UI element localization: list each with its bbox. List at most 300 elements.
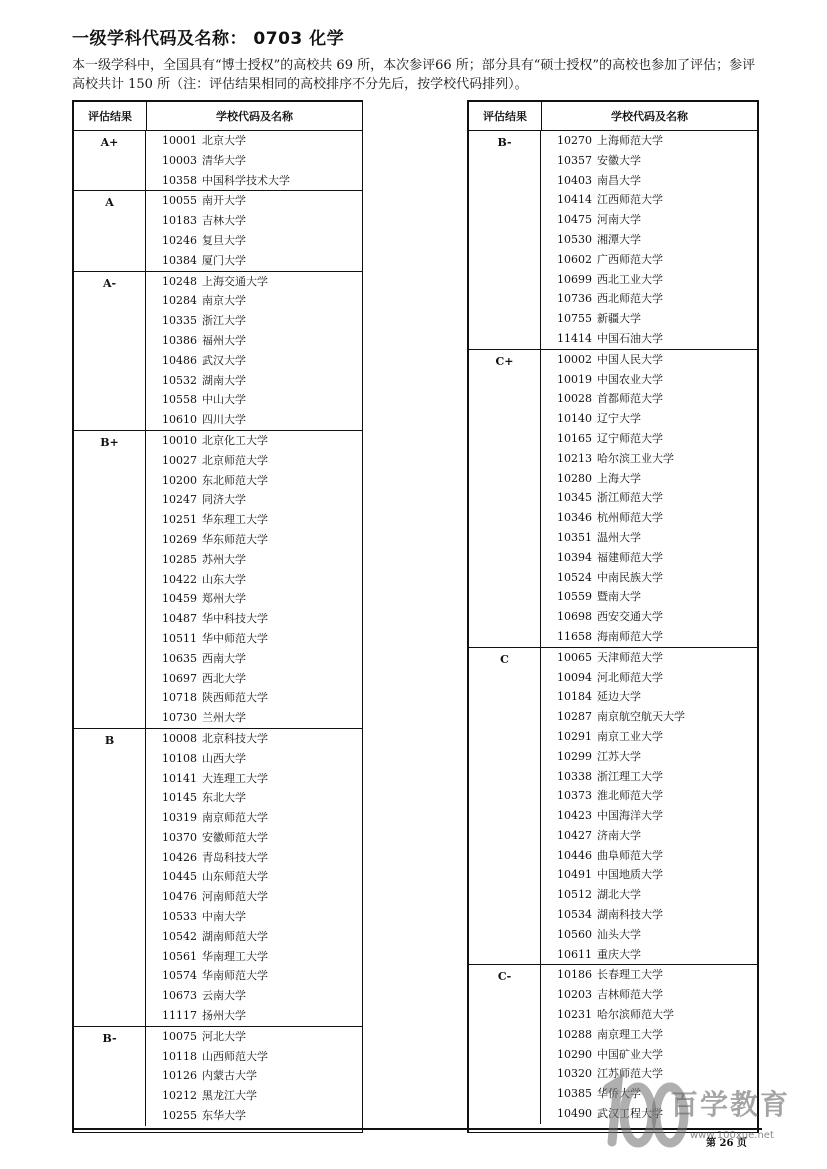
school-list: [146, 729, 362, 1026]
school-code: 10426: [162, 850, 197, 864]
school-code: 10288: [557, 1027, 592, 1041]
grade-group: [74, 272, 362, 431]
school-code: 10141: [162, 771, 197, 785]
grade-label: A-: [74, 272, 146, 430]
left-groups: [74, 131, 362, 1126]
school-code: 10699: [557, 272, 592, 286]
school-code: 10351: [557, 530, 592, 544]
school-name: 南京大学: [202, 294, 246, 308]
school-name: 中南民族大学: [597, 570, 663, 584]
school-name: 西北大学: [202, 671, 246, 685]
school-row: [541, 727, 757, 747]
school-code: 10246: [162, 233, 197, 247]
school-name: 吉林大学: [202, 214, 246, 228]
school-name: 济南大学: [597, 828, 641, 842]
grade-label: C-: [469, 965, 541, 1123]
school-row: [146, 947, 362, 967]
grade-label: C: [469, 648, 541, 965]
school-code: 10291: [557, 729, 592, 743]
school-name: 辽宁大学: [597, 412, 641, 426]
school-name: 曲阜师范大学: [597, 848, 663, 862]
school-name: 安徽大学: [597, 153, 641, 167]
school-name: 新疆大学: [597, 312, 641, 326]
school-row: [146, 131, 362, 151]
school-code: 10287: [557, 710, 592, 724]
school-code: 10338: [557, 769, 592, 783]
school-name: 延边大学: [597, 690, 641, 704]
school-row: [146, 907, 362, 927]
school-code: 10299: [557, 749, 592, 763]
watermark-text: 百学教育: [670, 1088, 791, 1121]
school-code: 10186: [557, 968, 592, 982]
school-row: [541, 747, 757, 767]
school-row: [146, 688, 362, 708]
school-name: 南昌大学: [597, 173, 641, 187]
school-name: 杭州师范大学: [597, 511, 663, 525]
school-code: 10183: [162, 214, 197, 228]
school-name: 湘潭大学: [597, 232, 641, 246]
school-code: 10511: [162, 631, 197, 645]
school-row: [146, 848, 362, 868]
school-code: 10386: [162, 333, 197, 347]
school-row: [146, 231, 362, 251]
header-school: 学校代码及名称: [216, 110, 293, 123]
school-name: 南京师范大学: [202, 811, 268, 825]
school-row: [541, 449, 757, 469]
school-name: 中国矿业大学: [597, 1047, 663, 1061]
school-name: 云南大学: [202, 989, 246, 1003]
school-name: 广西师范大学: [597, 252, 663, 266]
school-name: 黑龙江大学: [202, 1089, 257, 1103]
school-code: 10118: [162, 1049, 197, 1063]
school-row: [146, 410, 362, 430]
school-code: 10611: [557, 947, 592, 961]
school-code: 10019: [557, 372, 592, 386]
school-name: 青岛科技大学: [202, 850, 268, 864]
school-code: 10200: [162, 473, 197, 487]
school-name: 东华大学: [202, 1109, 246, 1123]
school-name: 河北师范大学: [597, 670, 663, 684]
school-code: 10251: [162, 513, 197, 527]
school-name: 清华大学: [202, 153, 246, 167]
grade-label: B: [74, 729, 146, 1026]
school-code: 11117: [162, 1009, 197, 1023]
school-name: 温州大学: [597, 530, 641, 544]
school-row: [541, 568, 757, 588]
school-name: 长春理工大学: [597, 968, 663, 982]
school-name: 福州大学: [202, 333, 246, 347]
school-code: 10445: [162, 870, 197, 884]
school-code: 10001: [162, 134, 197, 147]
school-row: [541, 350, 757, 370]
school-code: 10697: [162, 671, 197, 685]
school-name: 中国地质大学: [597, 868, 663, 882]
school-code: 10028: [557, 392, 592, 406]
school-code: 10560: [557, 927, 592, 941]
grade-label: A+: [74, 131, 146, 190]
school-code: 10394: [557, 550, 592, 564]
school-code: 10384: [162, 253, 197, 267]
school-row: [541, 289, 757, 309]
school-name: 淮北师范大学: [597, 789, 663, 803]
school-code: 10610: [162, 413, 197, 427]
school-code: 10373: [557, 789, 592, 803]
school-row: [541, 548, 757, 568]
page-title: 一级学科代码及名称： 0703 化学: [72, 29, 345, 49]
school-name: 山东大学: [202, 572, 246, 586]
school-code: 10003: [162, 153, 197, 167]
school-code: 10165: [557, 431, 592, 445]
school-row: [146, 708, 362, 728]
school-code: 10126: [162, 1069, 197, 1083]
school-code: 10491: [557, 868, 592, 882]
school-row: [541, 668, 757, 688]
school-row: [146, 609, 362, 629]
school-code: 10559: [557, 590, 592, 604]
school-code: 10698: [557, 610, 592, 624]
school-row: [146, 729, 362, 749]
school-name: 湖南师范大学: [202, 929, 268, 943]
school-row: [541, 806, 757, 826]
school-name: 江西师范大学: [597, 193, 663, 207]
school-name: 东北师范大学: [202, 473, 268, 487]
school-name: 山西师范大学: [202, 1049, 268, 1063]
school-code: 10145: [162, 791, 197, 805]
school-row: [541, 925, 757, 945]
school-name: 河南师范大学: [202, 890, 268, 904]
school-row: [146, 390, 362, 410]
school-name: 中国海洋大学: [597, 809, 663, 823]
school-name: 中国人民大学: [597, 352, 663, 366]
school-code: 10490: [557, 1107, 592, 1121]
school-row: [541, 1005, 757, 1025]
school-row: [541, 329, 757, 349]
grade-label: C+: [469, 350, 541, 647]
school-name: 郑州大学: [202, 592, 246, 606]
school-name: 重庆大学: [597, 947, 641, 961]
grade-label: B+: [74, 431, 146, 728]
school-list: [541, 131, 757, 349]
school-name: 华中师范大学: [202, 631, 268, 645]
school-code: 10422: [162, 572, 197, 586]
school-row: [146, 151, 362, 171]
school-code: 10065: [557, 650, 592, 664]
school-code: 10358: [162, 173, 197, 187]
school-row: [146, 749, 362, 769]
school-code: 10370: [162, 830, 197, 844]
school-row: [541, 826, 757, 846]
school-name: 中国石油大学: [597, 331, 663, 345]
school-row: [541, 905, 757, 925]
school-row: [541, 309, 757, 329]
school-code: 10203: [557, 988, 592, 1002]
school-row: [146, 1047, 362, 1067]
school-name: 河南大学: [597, 213, 641, 227]
school-row: [146, 1027, 362, 1047]
school-code: 10459: [162, 592, 197, 606]
school-row: [541, 786, 757, 806]
school-code: 10319: [162, 811, 197, 825]
school-name: 辽宁师范大学: [597, 431, 663, 445]
school-code: 10403: [557, 173, 592, 187]
school-row: [541, 528, 757, 548]
school-code: 10718: [162, 691, 197, 705]
intro-paragraph: 本一级学科中，全国具有“博士授权”的高校共 69 所，本次参评66 所；部分具有“硕士授权”的高校也参加了评估；参评高校共计 150 所（注：评估结果相同的高校排序不分先后，按学校代码排列）。: [72, 58, 756, 92]
school-name: 四川大学: [202, 413, 246, 427]
school-name: 西安交通大学: [597, 610, 663, 624]
page-number: 第 26 页: [706, 1138, 747, 1149]
grade-group: [469, 131, 757, 350]
school-code: 10385: [557, 1087, 592, 1101]
school-code: 10558: [162, 393, 197, 407]
school-code: 10285: [162, 552, 197, 566]
school-row: [541, 707, 757, 727]
school-row: [146, 986, 362, 1006]
school-name: 吉林师范大学: [597, 988, 663, 1002]
school-name: 西南大学: [202, 651, 246, 665]
school-code: 10231: [557, 1008, 592, 1022]
school-name: 江苏师范大学: [597, 1067, 663, 1081]
school-row: [541, 171, 757, 191]
school-code: 10094: [557, 670, 592, 684]
school-name: 中国科学技术大学: [202, 173, 290, 187]
table-header: [74, 102, 362, 131]
school-row: [146, 808, 362, 828]
school-name: 华南师范大学: [202, 969, 268, 983]
school-name: 首都师范大学: [597, 392, 663, 406]
school-code: 10602: [557, 252, 592, 266]
school-name: 哈尔滨工业大学: [597, 451, 674, 465]
school-row: [541, 587, 757, 607]
school-list: [146, 1027, 362, 1126]
grade-group: [74, 191, 362, 271]
school-row: [146, 351, 362, 371]
school-name: 浙江理工大学: [597, 769, 663, 783]
school-row: [146, 530, 362, 550]
school-code: 10010: [162, 433, 197, 447]
right-groups: [469, 131, 757, 1124]
school-code: 10357: [557, 153, 592, 167]
school-name: 华侨大学: [597, 1087, 641, 1101]
results-table-right: [467, 100, 759, 1133]
school-code: 10335: [162, 314, 197, 328]
school-row: [541, 985, 757, 1005]
grade-group: [469, 648, 757, 966]
school-row: [146, 291, 362, 311]
school-code: 10008: [162, 731, 197, 745]
school-row: [146, 510, 362, 530]
school-row: [541, 210, 757, 230]
grade-group: [74, 431, 362, 729]
school-name: 北京大学: [202, 134, 246, 147]
header-grade: 评估结果: [74, 102, 147, 130]
school-row: [146, 331, 362, 351]
table-header: [469, 102, 757, 131]
school-row: [541, 865, 757, 885]
school-row: [146, 490, 362, 510]
school-code: 10270: [557, 134, 592, 147]
header-school: 学校代码及名称: [611, 110, 688, 123]
school-row: [146, 629, 362, 649]
school-name: 上海大学: [597, 471, 641, 485]
school-code: 10108: [162, 751, 197, 765]
school-code: 10284: [162, 294, 197, 308]
school-row: [541, 409, 757, 429]
school-name: 海南师范大学: [597, 629, 663, 643]
school-row: [146, 1106, 362, 1126]
school-code: 11658: [557, 629, 592, 643]
school-name: 暨南大学: [597, 590, 641, 604]
school-row: [541, 190, 757, 210]
school-row: [541, 250, 757, 270]
school-row: [146, 927, 362, 947]
school-name: 安徽师范大学: [202, 830, 268, 844]
school-name: 大连理工大学: [202, 771, 268, 785]
school-code: 10524: [557, 570, 592, 584]
school-name: 扬州大学: [202, 1009, 246, 1023]
school-name: 天津师范大学: [597, 650, 663, 664]
grade-group: [469, 350, 757, 648]
school-code: 10269: [162, 532, 197, 546]
school-code: 10027: [162, 453, 197, 467]
school-code: 10446: [557, 848, 592, 862]
grade-group: [74, 131, 362, 191]
school-row: [541, 270, 757, 290]
watermark-url: www.100xue.net: [690, 1130, 774, 1141]
school-row: [541, 151, 757, 171]
grade-group: [74, 729, 362, 1027]
school-name: 浙江大学: [202, 314, 246, 328]
school-code: 10530: [557, 232, 592, 246]
school-name: 东北大学: [202, 791, 246, 805]
school-name: 华东师范大学: [202, 532, 268, 546]
school-row: [541, 885, 757, 905]
school-code: 10247: [162, 493, 197, 507]
school-code: 10414: [557, 193, 592, 207]
school-name: 同济大学: [202, 493, 246, 507]
school-name: 华中科技大学: [202, 612, 268, 626]
school-name: 武汉大学: [202, 353, 246, 367]
school-name: 华南理工大学: [202, 949, 268, 963]
school-code: 10532: [162, 373, 197, 387]
school-row: [146, 867, 362, 887]
school-code: 10140: [557, 412, 592, 426]
school-row: [541, 429, 757, 449]
school-name: 上海交通大学: [202, 274, 268, 288]
school-code: 10755: [557, 312, 592, 326]
school-row: [146, 1006, 362, 1026]
grade-label: B-: [74, 1027, 146, 1126]
school-code: 10574: [162, 969, 197, 983]
school-row: [146, 1066, 362, 1086]
school-row: [146, 550, 362, 570]
school-row: [541, 627, 757, 647]
school-code: 10542: [162, 929, 197, 943]
school-row: [541, 965, 757, 985]
school-code: 10345: [557, 491, 592, 505]
school-row: [541, 607, 757, 627]
school-row: [541, 687, 757, 707]
school-row: [541, 389, 757, 409]
school-code: 11414: [557, 331, 592, 345]
school-code: 10561: [162, 949, 197, 963]
school-code: 10213: [557, 451, 592, 465]
school-code: 10055: [162, 194, 197, 208]
school-code: 10002: [557, 352, 592, 366]
school-row: [541, 508, 757, 528]
school-name: 北京科技大学: [202, 731, 268, 745]
school-name: 西北师范大学: [597, 292, 663, 306]
school-list: [146, 272, 362, 430]
school-row: [146, 669, 362, 689]
school-name: 武汉工程大学: [597, 1107, 663, 1121]
school-code: 10736: [557, 292, 592, 306]
school-name: 湖北大学: [597, 888, 641, 902]
school-code: 10673: [162, 989, 197, 1003]
school-row: [541, 230, 757, 250]
school-name: 河北大学: [202, 1029, 246, 1043]
school-row: [146, 788, 362, 808]
school-row: [541, 846, 757, 866]
school-name: 华东理工大学: [202, 513, 268, 527]
school-code: 10255: [162, 1109, 197, 1123]
school-name: 苏州大学: [202, 552, 246, 566]
school-code: 10248: [162, 274, 197, 288]
school-name: 内蒙古大学: [202, 1069, 257, 1083]
school-name: 中国农业大学: [597, 372, 663, 386]
school-name: 山东师范大学: [202, 870, 268, 884]
school-name: 上海师范大学: [597, 134, 663, 147]
school-row: [541, 131, 757, 151]
school-name: 湖南大学: [202, 373, 246, 387]
school-name: 复旦大学: [202, 233, 246, 247]
school-code: 10635: [162, 651, 197, 665]
school-row: [541, 767, 757, 787]
school-name: 南开大学: [202, 194, 246, 208]
school-row: [146, 649, 362, 669]
school-code: 10320: [557, 1067, 592, 1081]
school-list: [541, 648, 757, 965]
school-row: [146, 966, 362, 986]
school-row: [541, 469, 757, 489]
school-name: 中南大学: [202, 910, 246, 924]
school-code: 10533: [162, 910, 197, 924]
school-name: 厦门大学: [202, 253, 246, 267]
school-name: 哈尔滨师范大学: [597, 1008, 674, 1022]
school-row: [146, 311, 362, 331]
school-code: 10280: [557, 471, 592, 485]
school-name: 江苏大学: [597, 749, 641, 763]
school-row: [146, 828, 362, 848]
school-row: [146, 451, 362, 471]
grade-label: B-: [469, 131, 541, 349]
school-row: [146, 191, 362, 211]
school-row: [146, 1086, 362, 1106]
school-row: [146, 887, 362, 907]
school-code: 10487: [162, 612, 197, 626]
school-row: [541, 945, 757, 965]
school-row: [146, 171, 362, 191]
school-code: 10427: [557, 828, 592, 842]
school-row: [146, 272, 362, 292]
school-name: 南京航空航天大学: [597, 710, 685, 724]
school-list: [146, 131, 362, 190]
school-code: 10212: [162, 1089, 197, 1103]
school-row: [146, 431, 362, 451]
school-code: 10512: [557, 888, 592, 902]
school-name: 中山大学: [202, 393, 246, 407]
school-row: [541, 488, 757, 508]
